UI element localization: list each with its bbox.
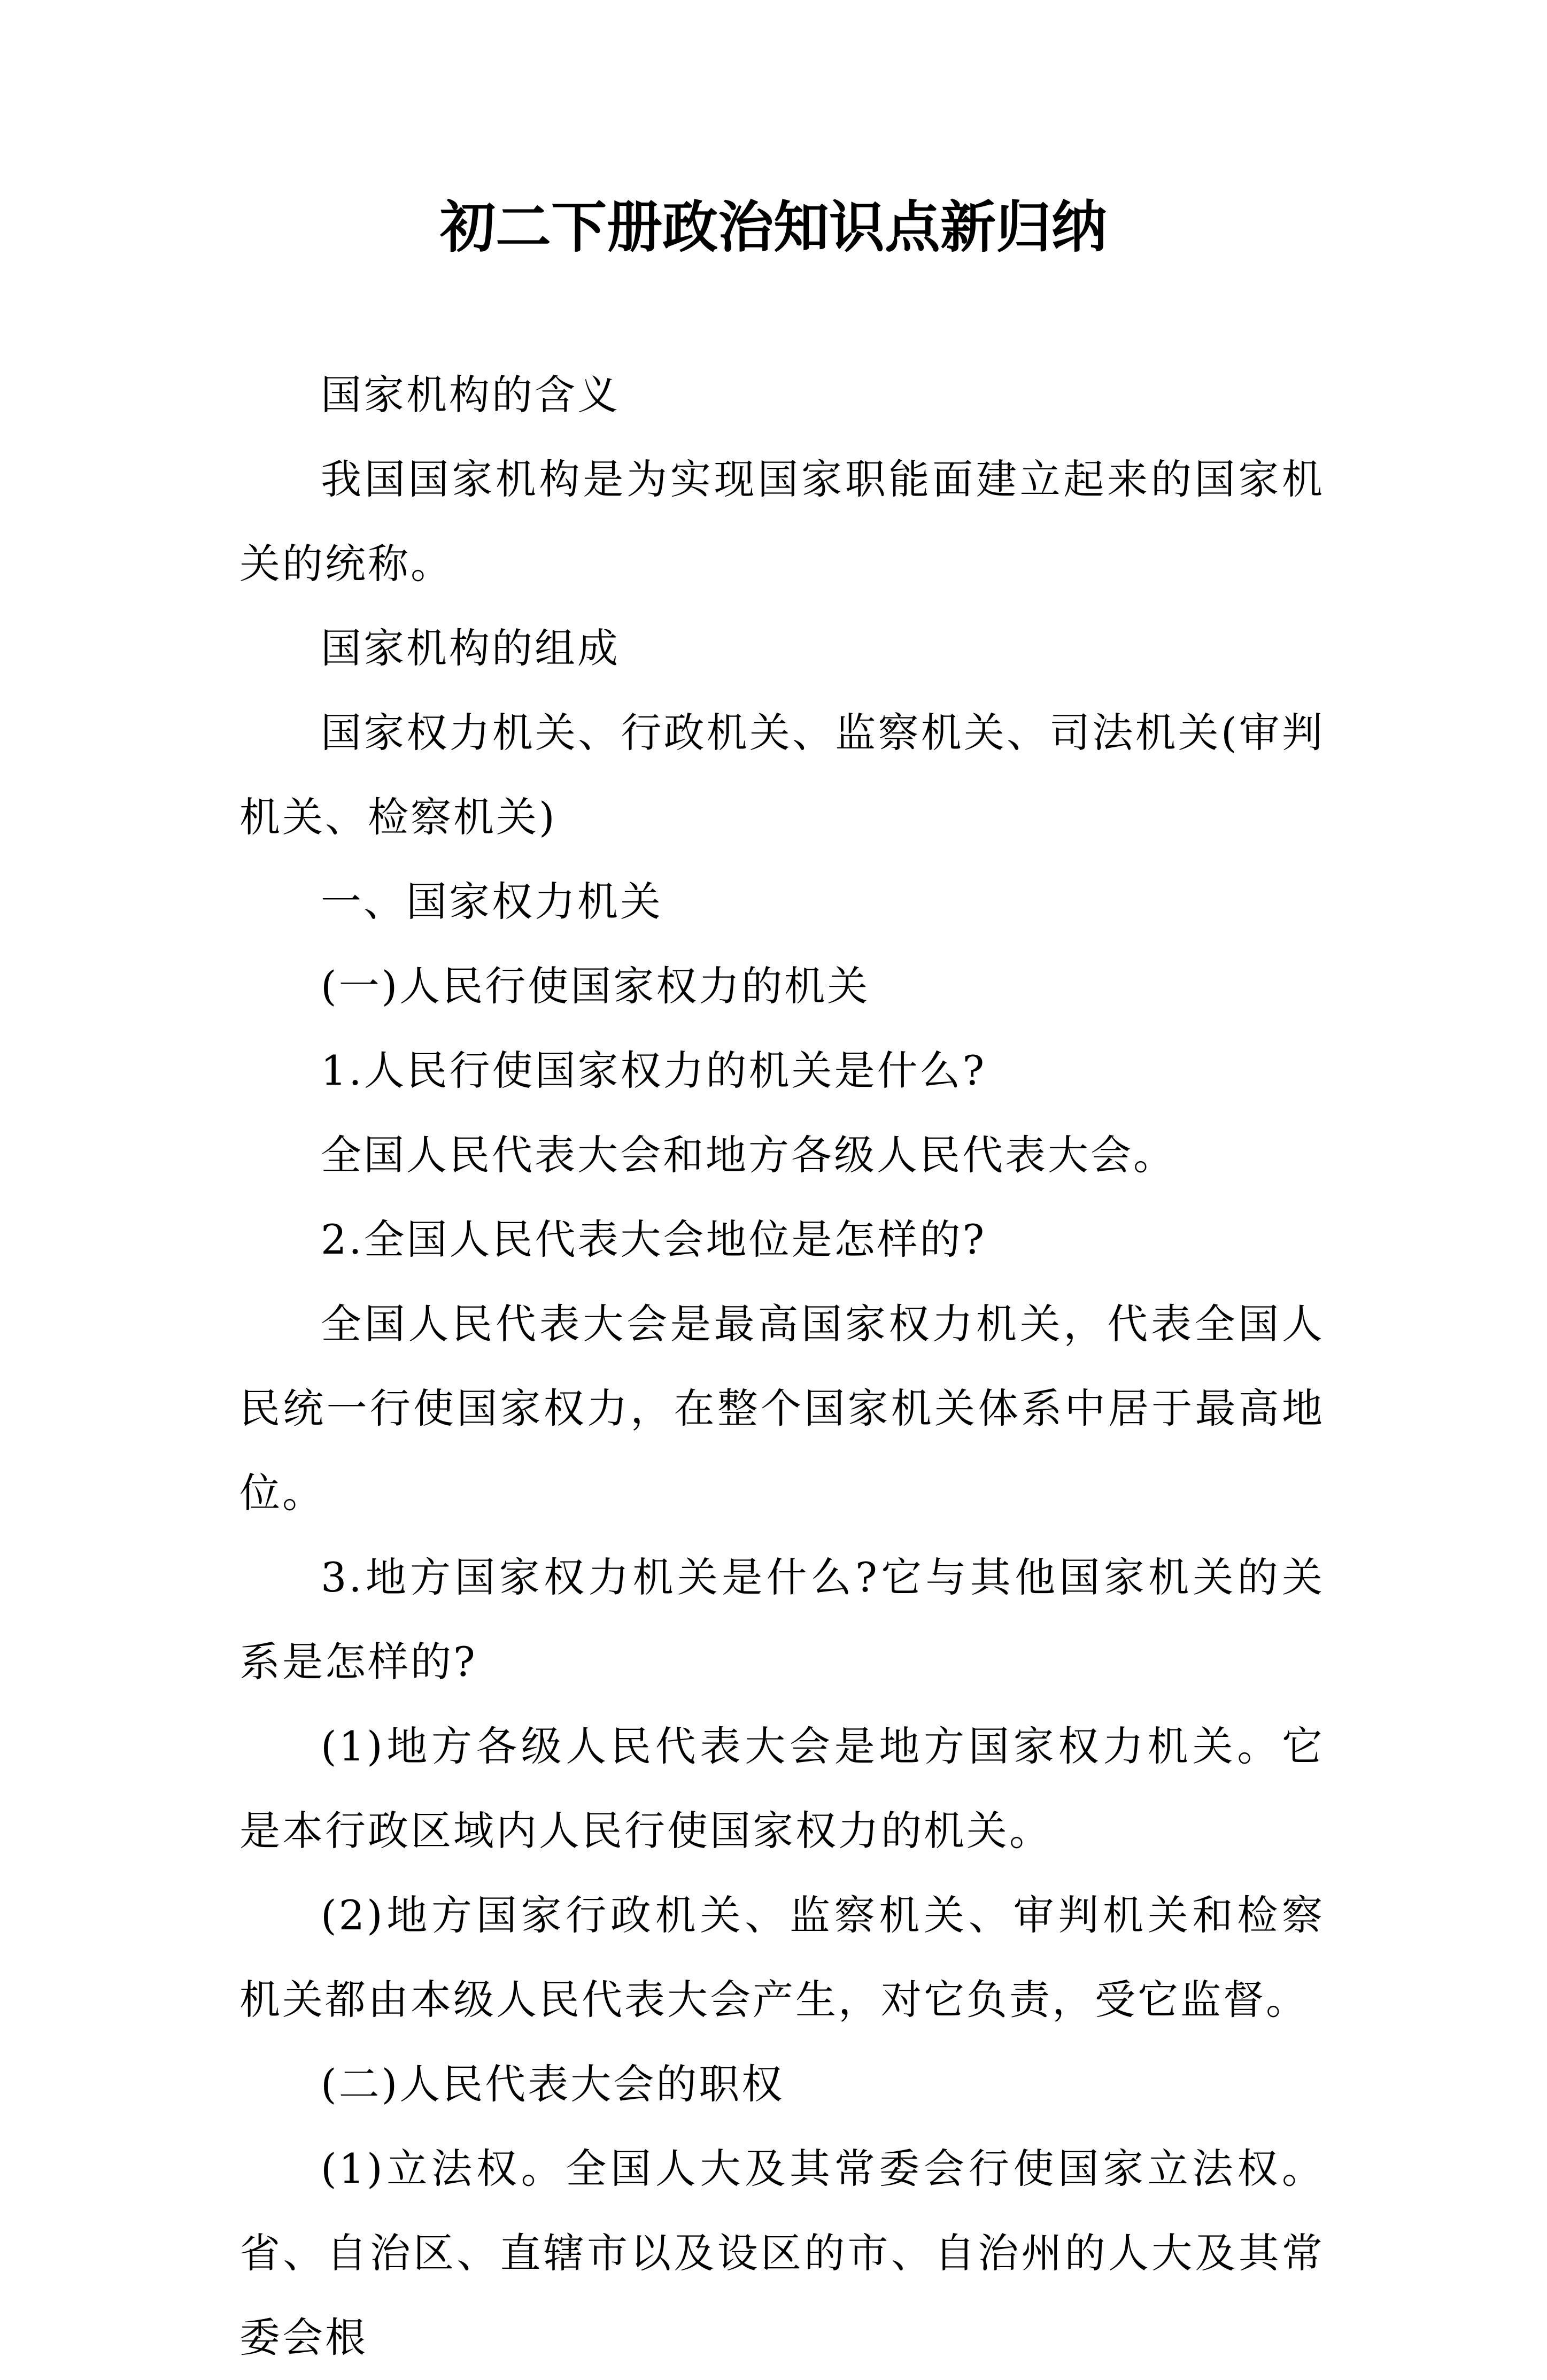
paragraph: 我国国家机构是为实现国家职能面建立起来的国家机关的统称。 — [239, 455, 1325, 588]
paragraph: 一、国家权力机关 — [321, 878, 663, 925]
paragraph: (2)地方国家行政机关、监察机关、审判机关和检察机关都由本级人民代表大会产生，对它负责，受它监督。 — [239, 1891, 1325, 2023]
paragraph: 国家权力机关、行政机关、监察机关、司法机关(审判机关、检察机关) — [239, 709, 1325, 841]
paragraph: 3.地方国家权力机关是什么?它与其他国家机关的关系是怎样的? — [239, 1554, 1325, 1686]
paragraph: 国家机构的含义 — [321, 371, 620, 419]
paragraph: (二)人民代表大会的职权 — [321, 2060, 785, 2108]
paragraph: 1.人民行使国家权力的机关是什么? — [321, 1047, 987, 1094]
paragraph: 全国人民代表大会和地方各级人民代表大会。 — [321, 1131, 1176, 1179]
paragraph: 全国人民代表大会是最高国家权力机关，代表全国人民统一行使国家权力，在整个国家机关体系中居于最高地位。 — [239, 1300, 1325, 1517]
paragraph: 国家机构的组成 — [321, 624, 620, 672]
paragraph: (1)地方各级人民代表大会是地方国家权力机关。它是本行政区域内人民行使国家权力的机关。 — [239, 1722, 1325, 1854]
paragraph: (一)人民行使国家权力的机关 — [321, 962, 870, 1010]
document-title: 初二下册政治知识点新归纳 — [439, 194, 1107, 260]
paragraph: 2.全国人民代表大会地位是怎样的? — [321, 1216, 987, 1263]
document-body — [239, 353, 1325, 2380]
paragraph: (1)立法权。全国人大及其常委会行使国家立法权。省、自治区、直辖市以及设区的市、自治州的人大及其常委会根 — [239, 2145, 1325, 2361]
